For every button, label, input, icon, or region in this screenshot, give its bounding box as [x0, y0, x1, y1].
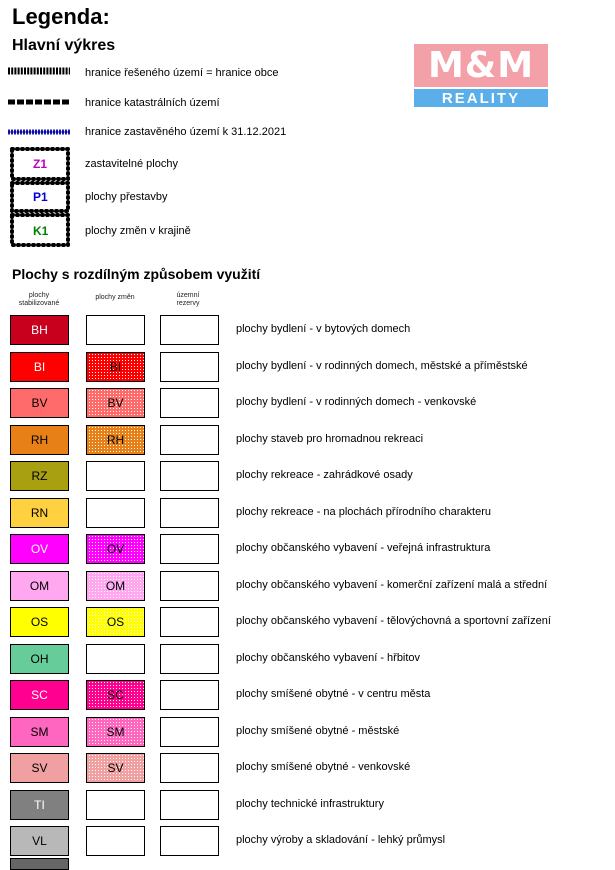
legend-row-label: plochy občanského vybavení - hřbitov [236, 651, 421, 664]
legend-row [0, 571, 615, 601]
column-header-reserve: územní rezervy [176, 292, 200, 307]
swatch-stabilized: BH [10, 315, 69, 345]
area-code-p1: P1 [33, 190, 48, 204]
swatch-stabilized: RN [10, 498, 69, 528]
swatch-reserve [160, 753, 219, 783]
swatch-change: BV [86, 388, 145, 418]
swatch-change: OS [86, 607, 145, 637]
legend-row [0, 717, 615, 747]
swatch-stabilized: OS [10, 607, 69, 637]
column-header-stabilized: plochy stabilizované [18, 292, 60, 307]
swatch-reserve [160, 607, 219, 637]
swatch-reserve [160, 644, 219, 674]
legend-row-label: plochy smíšené obytné - venkovské [236, 761, 411, 773]
swatch-stabilized: OV [10, 534, 69, 564]
swatch-reserve [160, 425, 219, 455]
swatch-reserve [160, 790, 219, 820]
area-label-k1: plochy změn v krajině [85, 225, 191, 237]
cut-off-row [10, 858, 69, 870]
legend-row-label: plochy bydlení - v rodinných domech - venkovské [236, 396, 477, 408]
swatch-change: SM [86, 717, 145, 747]
swatch-stabilized: VL [10, 826, 69, 856]
swatch-change [86, 498, 145, 528]
legend-row [0, 680, 615, 710]
swatch-change [86, 826, 145, 856]
legend-row [0, 315, 615, 345]
swatch-reserve [160, 461, 219, 491]
swatch-stabilized: SC [10, 680, 69, 710]
swatch-reserve [160, 498, 219, 528]
swatch-change: RH [86, 425, 145, 455]
area-label-z1: zastavitelné plochy [85, 158, 178, 170]
swatch-reserve [160, 571, 219, 601]
legend-row [0, 498, 615, 528]
swatch-reserve [160, 826, 219, 856]
swatch-change [86, 315, 145, 345]
legend-row-label: plochy občanského vybavení - tělovýchovná a sportovní zařízení [236, 615, 551, 627]
swatch-change [86, 644, 145, 674]
legend-row-label: plochy staveb pro hromadnou rekreaci [236, 432, 424, 445]
legend-row-label: plochy rekreace - na plochách přírodního charakteru [236, 505, 491, 518]
boundary-label-cadastral: hranice katastrálních území [85, 97, 220, 109]
legend-row-label: plochy občanského vybavení - komerční zařízení malá a střední [236, 578, 548, 591]
boundary-line-symbols [6, 66, 72, 142]
legend-row [0, 461, 615, 491]
legend-row-label: plochy rekreace - zahrádkové osady [236, 469, 413, 481]
boundary-label-built-up: hranice zastavěného území k 31.12.2021 [85, 126, 287, 138]
swatch-reserve [160, 680, 219, 710]
boundary-label-municipality: hranice řešeného území = hranice obce [85, 67, 279, 79]
legend-row [0, 388, 615, 418]
column-header-change: plochy změn [95, 294, 135, 301]
legend-row [0, 753, 615, 783]
swatch-stabilized: RZ [10, 461, 69, 491]
swatch-stabilized: SM [10, 717, 69, 747]
swatch-change [86, 461, 145, 491]
swatch-change: OV [86, 534, 145, 564]
swatch-change: BI [86, 352, 145, 382]
swatch-stabilized: BI [10, 352, 69, 382]
legend-row [0, 826, 615, 856]
legend-title: Legenda: [12, 4, 110, 29]
legend-row [0, 644, 615, 674]
legend-row [0, 425, 615, 455]
swatch-stabilized: OH [10, 644, 69, 674]
legend-row-label: plochy smíšené obytné - v centru města [236, 688, 431, 700]
legend-row [0, 352, 615, 382]
swatch-stabilized: BV [10, 388, 69, 418]
legend-row-label: plochy bydlení - v bytových domech [236, 323, 411, 335]
swatch-stabilized: OM [10, 571, 69, 601]
legend-row-label: plochy smíšené obytné - městské [236, 724, 400, 737]
area-code-z1: Z1 [33, 157, 48, 171]
mm-reality-logo [414, 44, 548, 107]
logo-top: M&M [414, 44, 548, 87]
swatch-reserve [160, 534, 219, 564]
legend-row [0, 607, 615, 637]
legend-row-label: plochy bydlení - v rodinných domech, městské a příměstské [236, 359, 528, 372]
swatch-stabilized: TI [10, 790, 69, 820]
swatch-stabilized: RH [10, 425, 69, 455]
section-title: Plochy s rozdílným způsobem využití [12, 266, 261, 282]
legend-subtitle: Hlavní výkres [12, 37, 116, 54]
area-code-k1: K1 [33, 224, 49, 238]
legend-row-label: plochy občanského vybavení - veřejná infrastruktura [236, 542, 491, 554]
legend-row [0, 534, 615, 564]
legend-row [0, 790, 615, 820]
legend-row-label: plochy technické infrastruktury [236, 797, 384, 810]
swatch-change: OM [86, 571, 145, 601]
swatch-reserve [160, 388, 219, 418]
logo-bottom: REALITY [414, 89, 548, 107]
area-label-p1: plochy přestavby [85, 191, 168, 203]
swatch-reserve [160, 717, 219, 747]
swatch-reserve [160, 352, 219, 382]
swatch-change: SV [86, 753, 145, 783]
swatch-reserve [160, 315, 219, 345]
swatch-change [86, 790, 145, 820]
swatch-change: SC [86, 680, 145, 710]
legend-row-label: plochy výroby a skladování - lehký průmysl [236, 834, 446, 846]
swatch-stabilized: SV [10, 753, 69, 783]
